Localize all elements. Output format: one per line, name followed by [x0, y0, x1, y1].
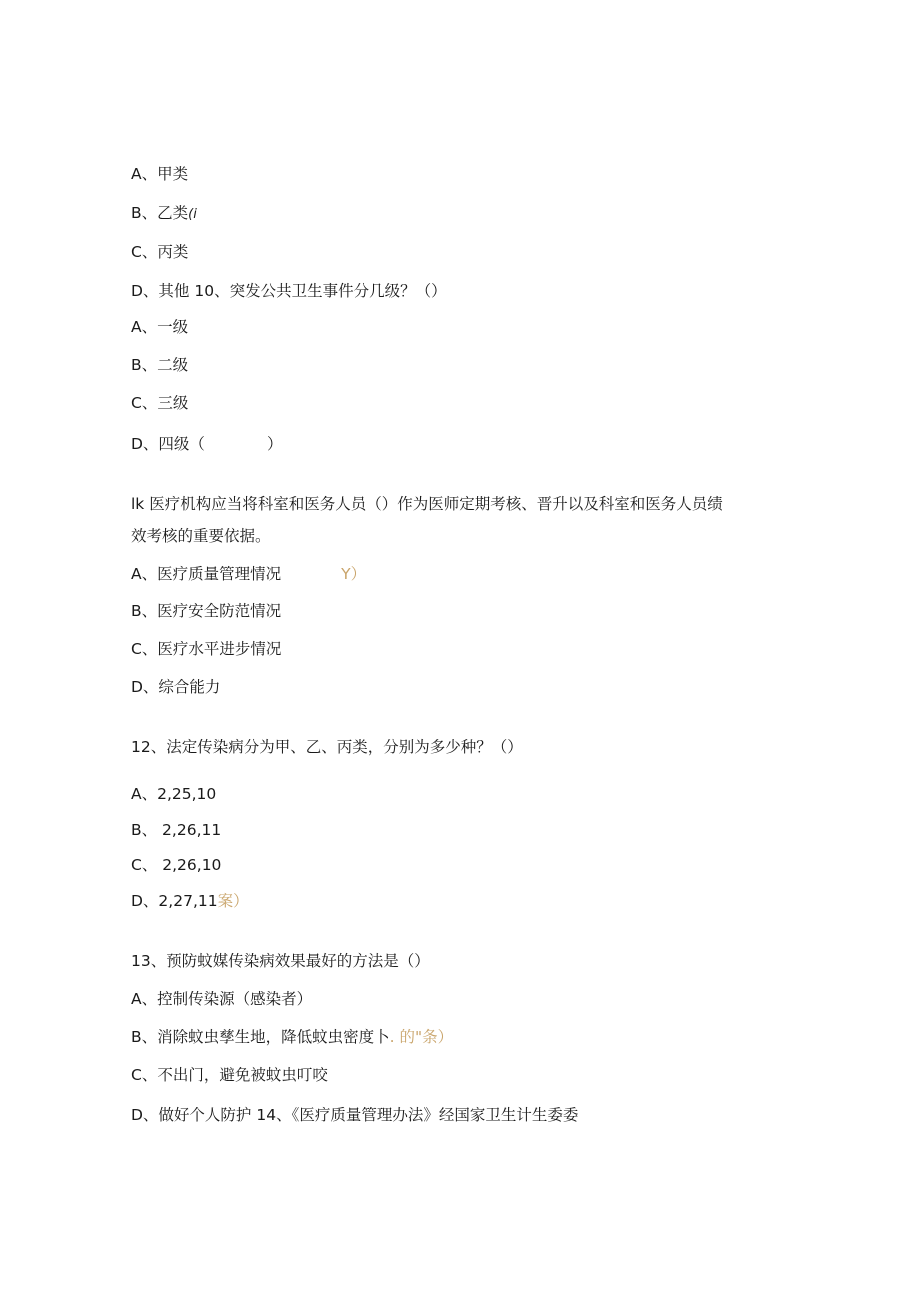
q10-option-b-text: B、二级 [131, 356, 189, 374]
q12-option-d [131, 891, 249, 911]
q13-stem [131, 951, 430, 971]
q12-option-d-mark: 案） [217, 892, 249, 910]
q11-option-a [131, 564, 366, 584]
q11-stem-line1 [131, 494, 723, 514]
q12-option-a [131, 784, 216, 804]
q13-option-b-mark: . 的"条） [389, 1028, 454, 1046]
q13-option-b-text: B、消除蚊虫孳生地，降低蚊虫密度卜 [131, 1028, 390, 1046]
q11-option-d [131, 677, 220, 697]
q13-option-a-text: A、控制传染源（感染者） [131, 990, 313, 1008]
q9-option-a-text: A、甲类 [131, 165, 189, 183]
q10-option-b [131, 355, 188, 375]
q10-option-a-text: A、一级 [131, 318, 189, 336]
q13-option-c-text: C、不出门，避免被蚊虫叮咬 [131, 1066, 328, 1084]
q13-option-d-and-q14-stem [131, 1105, 578, 1125]
q10-option-d [131, 434, 282, 454]
q10-option-c [131, 393, 188, 413]
q11-option-b-text: B、医疗安全防范情况 [131, 602, 282, 620]
q9-option-d-and-q10-stem [131, 281, 447, 301]
q9-option-d-text: D、其他 10、突发公共卫生事件分几级？（） [131, 282, 447, 300]
q10-option-d-close: ） [266, 435, 283, 453]
q11-stem-line2 [131, 526, 271, 546]
q11-option-a-text: A、医疗质量管理情况 [131, 565, 282, 583]
q13-stem-text: 13、预防蚊媒传染病效果最好的方法是（） [131, 952, 430, 970]
q12-option-d-text: D、2,27,11 [131, 892, 218, 910]
q11-stem-line1-text: lk 医疗机构应当将科室和医务人员（）作为医师定期考核、晋升以及科室和医务人员绩 [131, 495, 723, 513]
q12-option-b [131, 820, 221, 840]
q10-option-a [131, 317, 188, 337]
q11-option-d-text: D、综合能力 [131, 678, 221, 696]
q11-option-c [131, 639, 281, 659]
q9-option-b-text: B、乙类 [131, 204, 189, 222]
q12-option-c [131, 855, 221, 875]
q11-option-c-text: C、医疗水平进步情况 [131, 640, 282, 658]
q9-option-c-text: C、丙类 [131, 243, 189, 261]
q13-option-a [131, 989, 312, 1009]
q11-stem-line2-text: 效考核的重要依据。 [131, 527, 271, 545]
q10-option-c-text: C、三级 [131, 394, 189, 412]
q12-option-b-text: B、 2,26,11 [131, 821, 222, 839]
q9-option-b-mark: (i [188, 207, 197, 222]
q11-option-a-mark: Y） [341, 565, 367, 583]
q9-option-a [131, 164, 188, 184]
q9-option-c [131, 242, 188, 262]
q12-stem-text: 12、法定传染病分为甲、乙、丙类，分别为多少种？（） [131, 738, 523, 756]
q11-option-b [131, 601, 281, 621]
q12-stem [131, 737, 523, 757]
q13-option-c [131, 1065, 328, 1085]
q12-option-a-text: A、2,25,10 [131, 785, 217, 803]
q13-option-b [131, 1027, 453, 1047]
q9-option-b [131, 203, 197, 225]
q13-option-d-text: D、做好个人防护 14、《医疗质量管理办法》经国家卫生计生委委 [131, 1106, 579, 1124]
q12-option-c-text: C、 2,26,10 [131, 856, 222, 874]
q10-option-d-text: D、四级（ [131, 435, 205, 453]
